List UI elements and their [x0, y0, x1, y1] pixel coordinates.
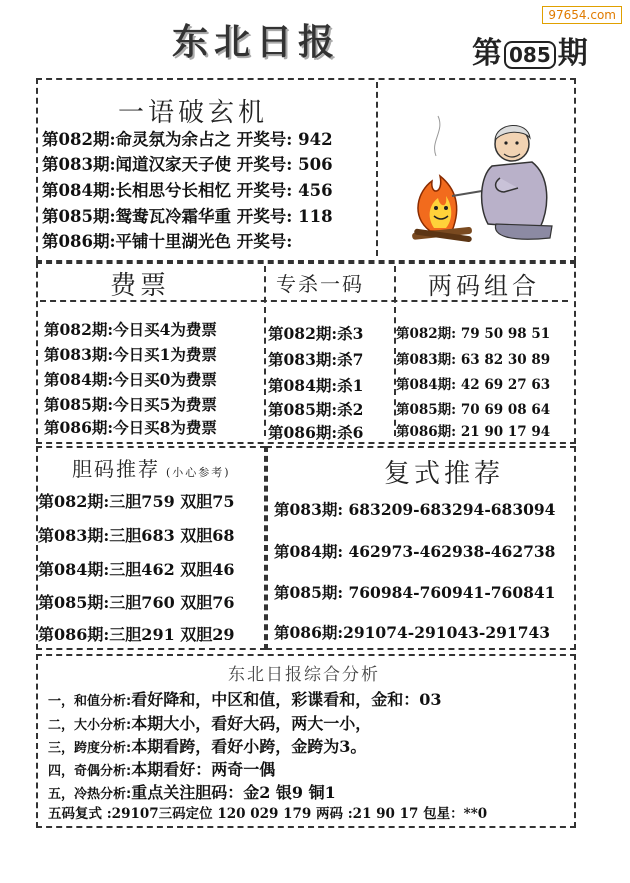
analysis-row-label: 四，奇偶分析: — [48, 764, 132, 779]
fushi-row: 第083期: 683209-683294-683094 — [274, 500, 556, 519]
old-man-fire-illustration — [400, 96, 560, 246]
issue-prefix: 第 — [472, 36, 502, 71]
yiyu-row: 第086期:平铺十里湖光色 开奖号: — [42, 232, 293, 251]
analysis-title: 东北日报综合分析 — [228, 665, 380, 685]
feipiao-title: 费票 — [110, 271, 171, 301]
yiyu-title: 一语破玄机 — [118, 98, 269, 128]
analysis-row-text: 本期看好：两奇一偶 — [131, 760, 276, 779]
analysis-row-text: 看好降和，中区和值，彩谍看和，金和：03 — [131, 690, 442, 709]
feipiao-row: 第083期:今日买1为费票 — [44, 345, 217, 364]
analysis-row-text: 本期看跨，看好小跨，金跨为3。 — [131, 737, 367, 756]
yiyu-row: 第082期:命灵氛为余占之 开奖号: 942 — [42, 130, 333, 149]
danma-row: 第085期:三胆760 双胆76 — [38, 593, 235, 612]
zhuansha-row: 第085期:杀2 — [268, 400, 364, 419]
zhuansha-row: 第083期:杀7 — [268, 350, 364, 369]
zhuansha-row: 第082期:杀3 — [268, 324, 364, 343]
analysis-row — [48, 757, 275, 780]
zhuansha-row: 第084期:杀1 — [268, 376, 364, 395]
feipiao-row: 第082期:今日买4为费票 — [44, 320, 217, 339]
liangma-row: 第084期: 42 69 27 63 — [396, 377, 551, 393]
site-watermark: 97654.com — [542, 6, 622, 24]
danma-title — [72, 453, 231, 482]
danma-row: 第086期:三胆291 双胆29 — [38, 625, 235, 644]
zhuansha-title: 专杀一码 — [276, 272, 364, 296]
fushi-row: 第085期: 760984-760941-760841 — [274, 583, 556, 602]
fushi-title: 复式推荐 — [384, 459, 505, 489]
analysis-row — [48, 734, 366, 757]
analysis-row-label: 二，大小分析: — [48, 718, 132, 733]
danma-title-text: 胆码推荐 — [72, 457, 160, 481]
analysis-row — [48, 687, 441, 710]
divider-1 — [264, 266, 266, 436]
analysis-row-label: 一，和值分析: — [48, 694, 132, 709]
analysis-row-text: 重点关注胆码：金2 银9 铜1 — [131, 783, 336, 802]
issue-digits: 085 — [504, 41, 556, 69]
yiyu-row: 第085期:鸳鸯瓦冷霜华重 开奖号: 118 — [42, 207, 333, 226]
masthead-title: 东北日报 — [172, 22, 341, 63]
danma-row: 第084期:三胆462 双胆46 — [38, 560, 235, 579]
danma-row: 第082期:三胆759 双胆75 — [38, 492, 235, 511]
issue-number — [472, 28, 588, 72]
liangma-row: 第085期: 70 69 08 64 — [396, 402, 551, 418]
analysis-row — [48, 780, 336, 803]
feipiao-row: 第084期:今日买0为费票 — [44, 370, 217, 389]
zhuansha-row: 第086期:杀6 — [268, 423, 364, 442]
yiyu-row: 第084期:长相思兮长相忆 开奖号: 456 — [42, 181, 333, 200]
feipiao-row: 第086期:今日买8为费票 — [44, 418, 217, 437]
danma-row: 第083期:三胆683 双胆68 — [38, 526, 235, 545]
liangma-title: 两码组合 — [428, 272, 540, 300]
liangma-row: 第083期: 63 82 30 89 — [396, 352, 551, 368]
fushi-row: 第084期: 462973-462938-462738 — [274, 542, 556, 561]
liangma-row: 第082期: 79 50 98 51 — [396, 326, 551, 342]
analysis-row — [48, 711, 371, 734]
danma-note: (小心参考) — [166, 466, 231, 479]
feipiao-row: 第085期:今日买5为费票 — [44, 395, 217, 414]
analysis-row-label: 五，冷热分析: — [48, 787, 132, 802]
analysis-row-label: 三，跨度分析: — [48, 741, 132, 756]
liangma-row: 第086期: 21 90 17 94 — [396, 424, 551, 440]
yiyu-row: 第083期:闻道汉家天子使 开奖号: 506 — [42, 155, 333, 174]
analysis-footer: 五码复式 :29107三码定位 120 029 179 两码 :21 90 17 包星：**0 — [48, 806, 488, 822]
fushi-row: 第086期:291074-291043-291743 — [274, 623, 551, 642]
analysis-row-text: 本期大小，看好大码，两大一小， — [131, 714, 372, 733]
yiyu-divider — [376, 82, 378, 256]
issue-suffix: 期 — [557, 36, 588, 71]
